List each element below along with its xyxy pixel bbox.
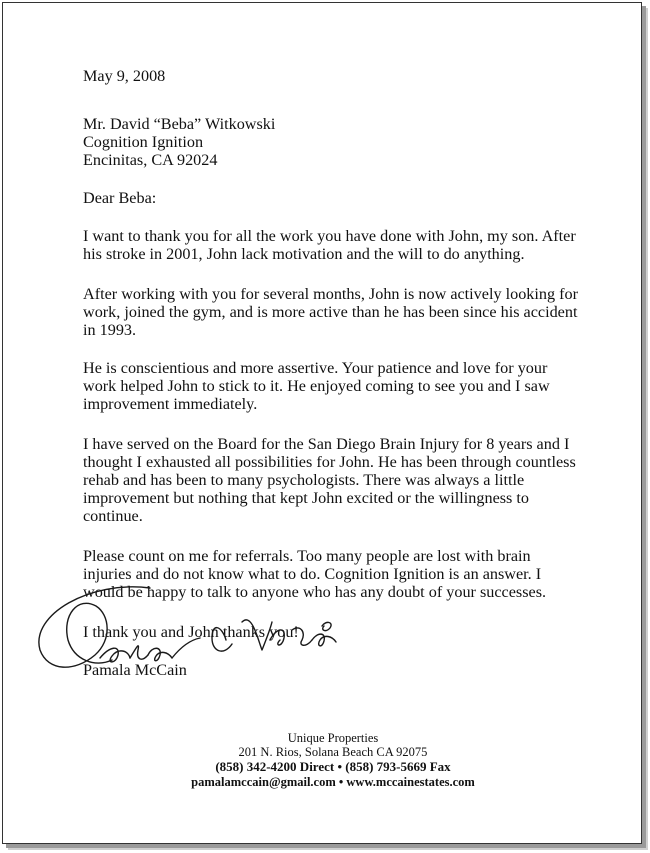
paragraph-line: improvement immediately. [83, 395, 258, 413]
closing-line: I thank you and John thanks you! [83, 623, 299, 641]
paragraph-line: After working with you for several months, John is now actively looking for [83, 285, 578, 303]
paragraph-line: in 1993. [83, 321, 137, 339]
footer-address: 201 N. Rios, Solana Beach CA 92075 [238, 745, 428, 759]
recipient-company: Cognition Ignition [83, 133, 204, 151]
signature-name: Pamala McCain [83, 661, 187, 679]
letter-date: May 9, 2008 [83, 67, 166, 85]
paragraph-line: I want to thank you for all the work you have done with John, my son. After [83, 227, 576, 245]
paragraph-line: Please count on me for referrals. Too many people are lost with brain [83, 547, 531, 565]
paragraph-line: work, joined the gym, and is more active than he has been since his accident [83, 303, 578, 321]
paragraph-line: work helped John to stick to it. He enjoyed coming to see you and I saw [83, 377, 550, 395]
paragraph-line: continue. [83, 507, 143, 525]
recipient-city: Encinitas, CA 92024 [83, 151, 218, 169]
paragraph-line: his stroke in 2001, John lack motivation and the will to do anything. [83, 245, 525, 263]
paragraph-line: rehab and has been to many psychologists. There was always a little [83, 471, 525, 489]
paragraph-line: He is conscientious and more assertive. Your patience and love for your [83, 359, 548, 377]
paragraph-line: would be happy to talk to anyone who has any doubt of your successes. [83, 583, 547, 601]
paragraph-line: I have served on the Board for the San Diego Brain Injury for 8 years and I [83, 435, 570, 453]
salutation: Dear Beba: [83, 189, 157, 207]
footer-phones: (858) 342-4200 Direct • (858) 793-5669 Fax [215, 759, 451, 774]
footer-company: Unique Properties [287, 731, 379, 745]
paragraph-line: thought I exhausted all possibilities for John. He has been through countless [83, 453, 576, 471]
paragraph-line: injuries and do not know what to do. Cognition Ignition is an answer. I [83, 565, 542, 583]
letter-page [2, 2, 642, 844]
paragraph-line: improvement but nothing that kept John excited or the willingness to [83, 489, 529, 507]
footer-web: pamalamccain@gmail.com • www.mccainestates.com [191, 775, 475, 789]
recipient-name: Mr. David “Beba” Witkowski [83, 115, 276, 133]
